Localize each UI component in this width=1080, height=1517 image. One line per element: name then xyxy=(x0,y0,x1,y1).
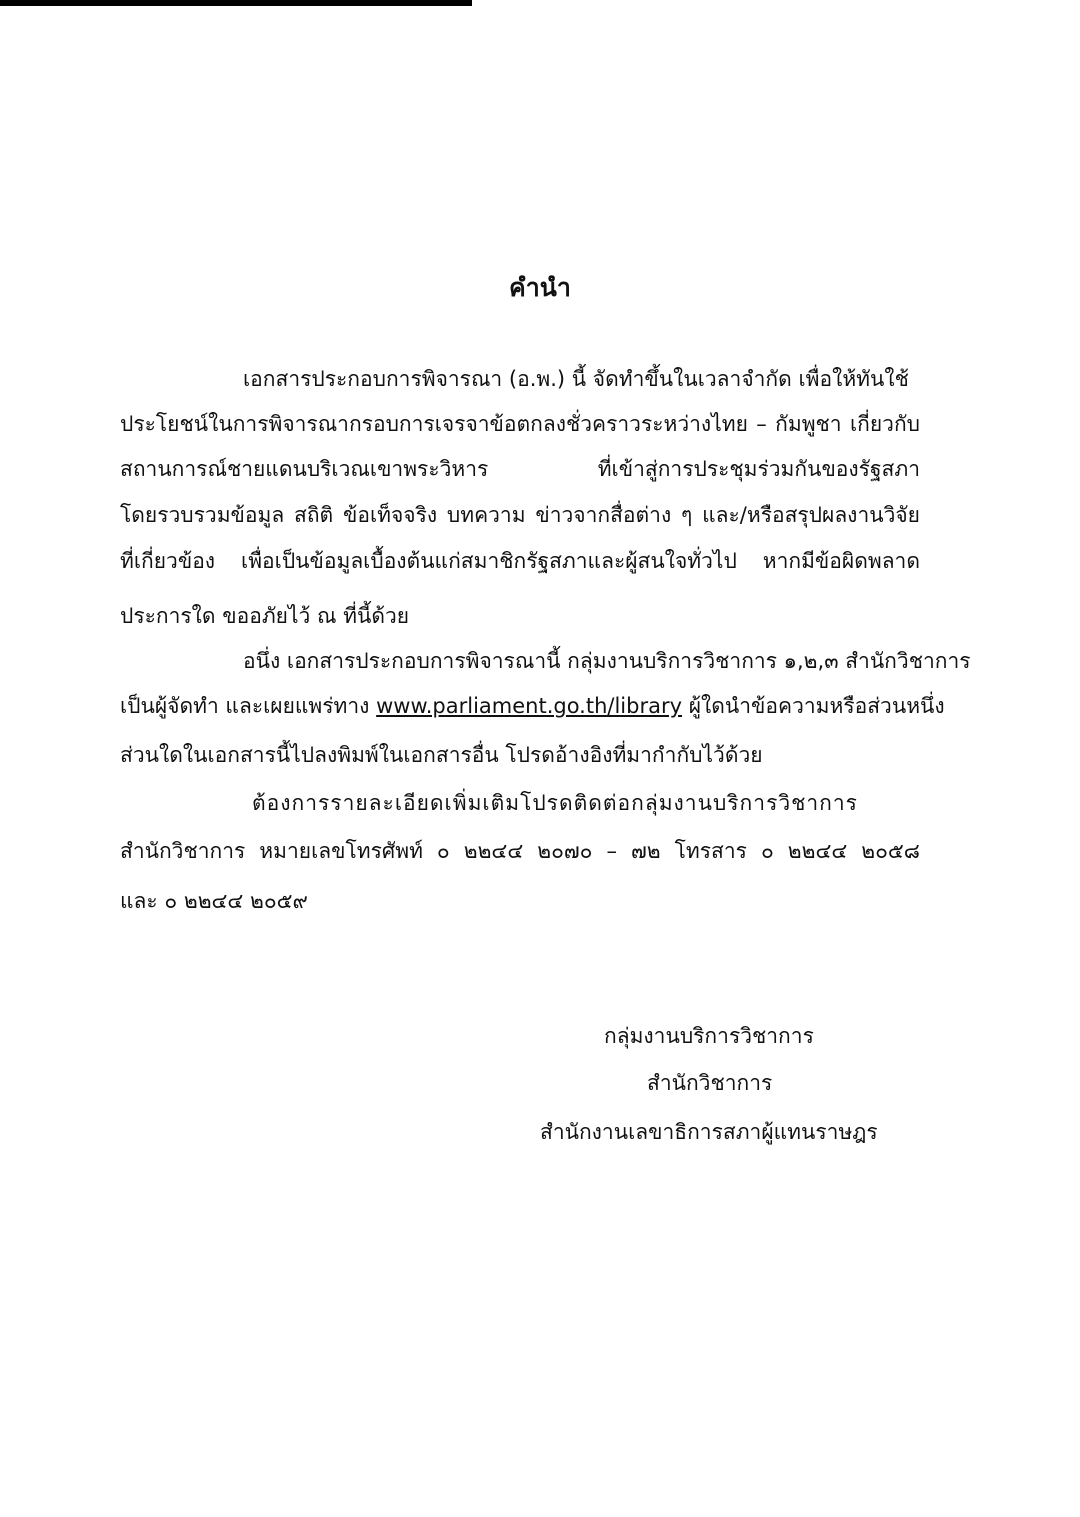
paragraph-2-line-1: อนึ่ง เอกสารประกอบการพิจารณานี้ กลุ่มงานบริการวิชาการ ๑,๒,๓ สำนักวิชาการ xyxy=(243,649,971,673)
signature-office: สำนักวิชาการ xyxy=(647,1071,773,1095)
paragraph-1-line-6: ประการใด ขออภัยไว้ ณ ที่นี้ด้วย xyxy=(120,604,410,628)
parliament-library-link[interactable]: www.parliament.go.th/library xyxy=(376,694,683,718)
paragraph-2-line-2-text-after: ผู้ใดนำข้อความหรือส่วนหนึ่ง xyxy=(682,694,945,718)
paragraph-2-line-2-text-before: เป็นผู้จัดทำ และเผยแพร่ทาง xyxy=(120,694,377,718)
page-title: คำนำ xyxy=(509,273,571,302)
scan-edge-mark xyxy=(0,0,472,6)
paragraph-2-line-3: ส่วนใดในเอกสารนี้ไปลงพิมพ์ในเอกสารอื่น โปรดอ้างอิงที่มากำกับไว้ด้วย xyxy=(120,743,763,767)
paragraph-1-line-1: เอกสารประกอบการพิจารณา (อ.พ.) นี้ จัดทำขึ้นในเวลาจำกัด เพื่อให้ทันใช้ xyxy=(243,367,909,391)
paragraph-1-line-3: สถานการณ์ชายแดนบริเวณเขาพระวิหาร ที่เข้าสู่การประชุมร่วมกันของรัฐสภา xyxy=(120,457,920,481)
paragraph-2-line-2 xyxy=(120,691,945,721)
paragraph-3-line-2: สำนักวิชาการ หมายเลขโทรศัพท์ ๐ ๒๒๔๔ ๒๐๗๐ – ๗๒ โทรสาร ๐ ๒๒๔๔ ๒๐๕๘ xyxy=(120,839,920,863)
paragraph-1-line-4: โดยรวบรวมข้อมูล สถิติ ข้อเท็จจริง บทความ ข่าวจากสื่อต่าง ๆ และ/หรือสรุปผลงานวิจัย xyxy=(120,503,920,527)
paragraph-1-line-5: ที่เกี่ยวข้อง เพื่อเป็นข้อมูลเบื้องต้นแก่สมาชิกรัฐสภาและผู้สนใจทั่วไป หากมีข้อผิดพลาด xyxy=(120,549,920,573)
signature-group: กลุ่มงานบริการวิชาการ xyxy=(604,1024,814,1048)
paragraph-1-line-2: ประโยชน์ในการพิจารณากรอบการเจรจาข้อตกลงชั่วคราวระหว่างไทย – กัมพูชา เกี่ยวกับ xyxy=(120,412,920,436)
paragraph-3-line-1: ต้องการรายละเอียดเพิ่มเติมโปรดติดต่อกลุ่มงานบริการวิชาการ xyxy=(252,791,858,815)
signature-secretariat: สำนักงานเลขาธิการสภาผู้แทนราษฎร xyxy=(540,1120,878,1144)
paragraph-3-line-3: และ ๐ ๒๒๔๔ ๒๐๕๙ xyxy=(120,889,308,913)
